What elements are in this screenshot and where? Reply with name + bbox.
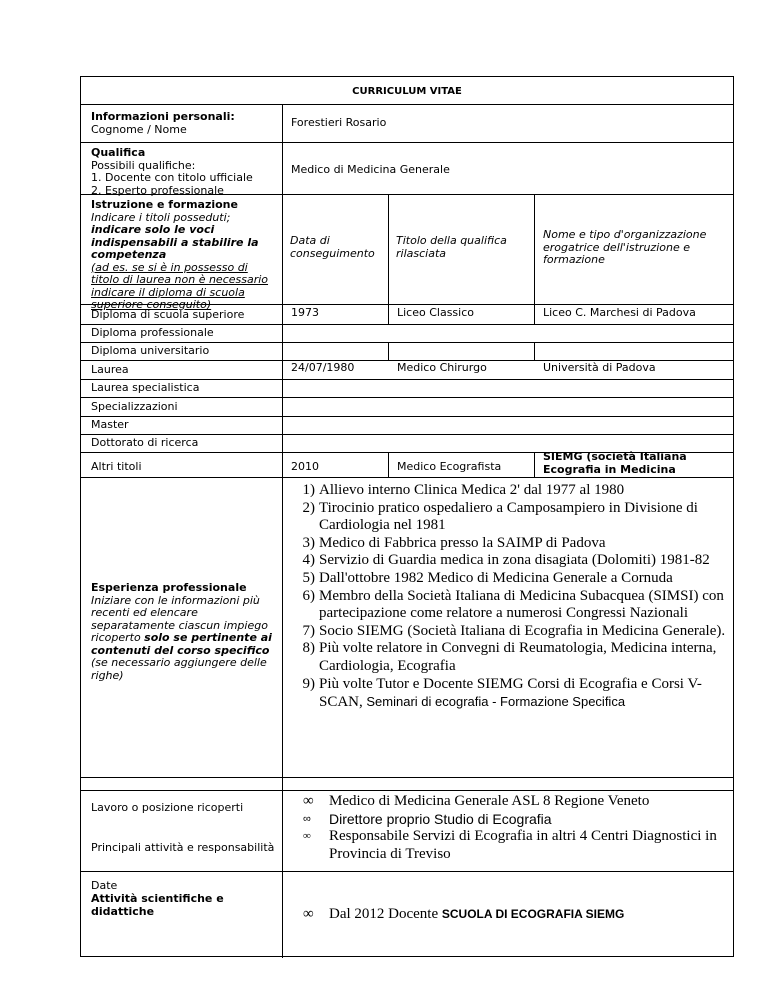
list-item: 5) Dall'ottobre 1982 Medico di Medicina Generale a Cornuda — [302, 569, 673, 586]
qualifica-cell — [91, 147, 276, 197]
row-label-laurea: Laurea — [91, 363, 129, 376]
bullet-icon: ∞ — [303, 812, 311, 825]
personal-info-cell — [91, 111, 276, 136]
row-title: Medico Ecografista — [397, 460, 502, 473]
row-label-dottorato: Dottorato di ricerca — [91, 436, 199, 449]
list-item: 8) Più volte relatore in Convegni di Reumatologia, Medicina interna, Cardiologia, Ecografia — [302, 640, 717, 674]
row-title: Medico Chirurgo — [397, 361, 487, 374]
work-list — [301, 793, 731, 863]
row-label-specializzazioni: Specializzazioni — [91, 400, 178, 413]
personal-info-heading: Informazioni personali: — [91, 110, 235, 123]
esperienza-heading: Esperienza professionale — [91, 581, 247, 594]
row-date: 24/07/1980 — [291, 361, 355, 374]
col-header-title: Titolo della qualifica rilasciata — [396, 234, 507, 260]
list-item: ∞ Medico di Medicina Generale ASL 8 Regione Veneto — [303, 793, 650, 809]
row-label-diploma-professionale: Diploma professionale — [91, 326, 214, 339]
list-item: 4) Servizio di Guardia medica in zona disagiata (Dolomiti) 1981-82 — [302, 552, 710, 569]
row-date: 2010 — [291, 460, 319, 473]
row-label-altri-titoli: Altri titoli — [91, 460, 142, 473]
esperienza-cell — [91, 582, 277, 682]
experience-list — [289, 482, 727, 712]
row-label-laurea-specialistica: Laurea specialistica — [91, 381, 200, 394]
esperienza-desc: Iniziare con le informazioni più recenti ed elencare separatamente ciascun impiego ricoperto — [91, 593, 268, 644]
cv-form-table — [80, 76, 734, 957]
row-date: 1973 — [291, 306, 319, 319]
attivita-label: Principali attività e responsabilità — [91, 841, 275, 854]
list-item: 6) Membro della Società Italiana di Medicina Subacquea (SIMSI) con partecipazione come relatore a numerosi Congressi Nazionali — [302, 587, 724, 622]
istruzione-heading: Istruzione e formazione — [91, 198, 238, 211]
list-item: ∞ Direttore proprio Studio di Ecografia — [303, 810, 552, 827]
esperienza-desc-emphasis: solo se pertinente ai contenuti del corso specifico — [91, 631, 272, 657]
surname-name-label: Cognome / Nome — [91, 122, 187, 136]
list-item: ∞ Responsabile Servizi di Ecografia in altri 4 Centri Diagnostici in Provincia di Treviso — [303, 828, 717, 862]
istruzione-cell — [91, 199, 279, 312]
istruzione-desc-emphasis: indicare solo le voci indispensabili a stabilire la competenza — [91, 223, 259, 261]
row-org: Università di Padova — [543, 361, 656, 374]
qualifica-value: Medico di Medicina Generale — [291, 163, 450, 176]
col-header-date: Data di conseguimento — [290, 234, 375, 260]
qualifica-line: 2. Esperto professionale — [91, 183, 224, 197]
col-header-org: Nome e tipo d'organizzazione erogatrice dell'istruzione e formazione — [543, 228, 707, 266]
list-item: 1) Allievo interno Clinica Medica 2' dal 1977 al 1980 — [302, 482, 625, 498]
list-item: 9) Più volte Tutor e Docente SIEMG Corsi di Ecografia e Corsi V-SCAN, Seminari di ecografia - Formazione Specifica — [302, 675, 702, 711]
bullet-icon: ∞ — [303, 906, 314, 922]
cv-title: CURRICULUM VITAE — [352, 86, 462, 97]
istruzione-desc: Indicare i titoli posseduti; — [91, 210, 231, 224]
bullet-icon: ∞ — [303, 830, 311, 843]
list-item: 3) Medico di Fabbrica presso la SAIMP di Padova — [302, 534, 606, 551]
row-org: Liceo C. Marchesi di Padova — [543, 306, 696, 319]
bullet-icon: ∞ — [303, 793, 314, 809]
row-org: SIEMG (società Italiana Ecografia in Medicina — [543, 451, 687, 476]
scientifiche-value: ∞ Dal 2012 Docente SCUOLA DI ECOGRAFIA SIEMG — [303, 906, 625, 922]
date-label: Date — [91, 879, 118, 892]
qualifica-heading: Qualifica — [91, 146, 146, 159]
list-item: 7) Socio SIEMG (Società Italiana di Ecografia in Medicina Generale). — [302, 622, 726, 639]
row-title: Liceo Classico — [397, 306, 474, 319]
esperienza-note: (se necessario aggiungere delle righe) — [91, 656, 267, 682]
row-label-diploma-universitario: Diploma universitario — [91, 344, 210, 357]
qualifica-line: 1. Docente con titolo ufficiale — [91, 171, 253, 184]
istruzione-note: (ad es. se si è in possesso di titolo di laurea non è necessario indicare il diploma di scuola superiore conseguito) — [91, 260, 269, 311]
full-name-value: Forestieri Rosario — [291, 116, 387, 129]
row-label-diploma-superiore: Diploma di scuola superiore — [91, 308, 245, 321]
lavoro-label: Lavoro o posizione ricoperti — [91, 801, 244, 814]
scientifiche-heading: Attività scientifiche e didattiche — [91, 892, 224, 918]
qualifica-line: Possibili qualifiche: — [91, 158, 196, 172]
row-label-master: Master — [91, 418, 129, 431]
list-item: 2) Tirocinio pratico ospedaliero a Camposampiero in Divisione di Cardiologia nel 1981 — [302, 499, 698, 534]
